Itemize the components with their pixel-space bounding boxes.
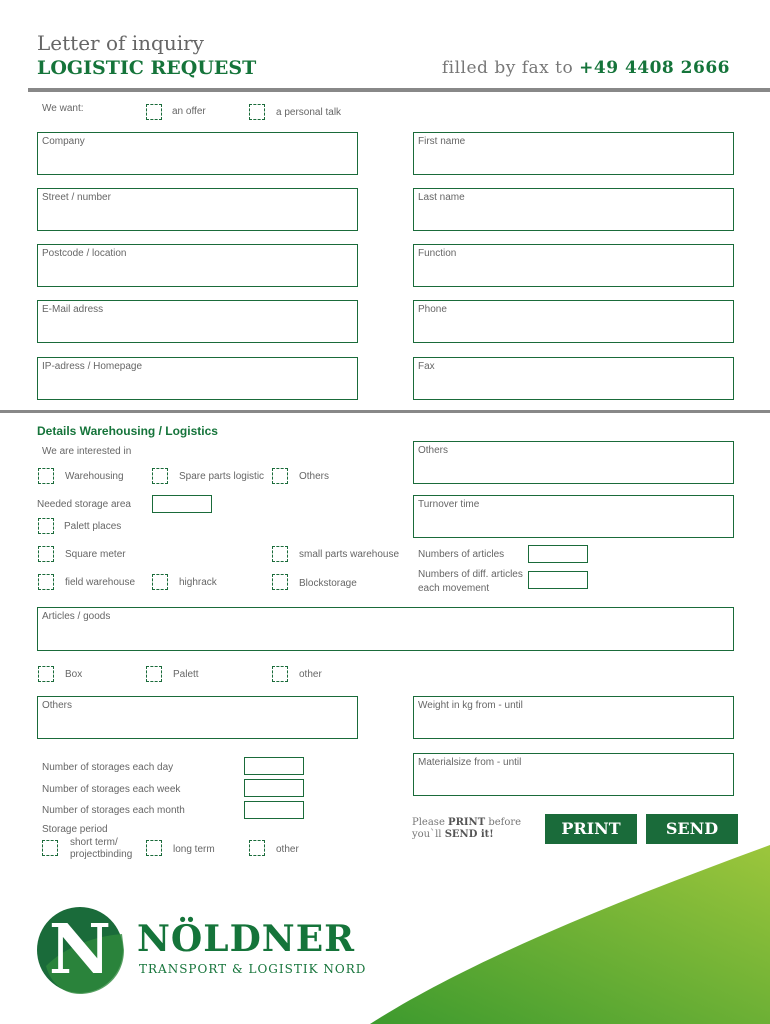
fax-instruction xyxy=(442,58,730,78)
materialsize-label: Materialsize from - until xyxy=(418,757,522,768)
storage-area-label: Needed storage area xyxy=(37,499,131,510)
warehousing-label: Warehousing xyxy=(65,471,124,482)
articles-goods-field[interactable] xyxy=(37,607,734,651)
checkbox-spare-parts[interactable] xyxy=(152,468,168,484)
first-name-field[interactable] xyxy=(413,132,734,175)
short-term-label-2: projectbinding xyxy=(70,849,133,860)
storages-day-input[interactable] xyxy=(244,757,304,775)
fax-prefix: filled by fax to xyxy=(441,58,574,78)
street-field[interactable] xyxy=(37,188,358,231)
highrack-label: highrack xyxy=(179,577,217,588)
others-field-2-label: Others xyxy=(42,700,73,711)
weight-field[interactable] xyxy=(413,696,734,739)
header-rule xyxy=(28,88,770,92)
first-name-label: First name xyxy=(418,136,466,147)
print-send-hint xyxy=(412,817,521,841)
checkbox-personal-talk[interactable] xyxy=(249,104,265,120)
num-diff-articles-label-2: each movement xyxy=(418,583,490,594)
articles-goods-label: Articles / goods xyxy=(42,611,111,622)
fax-number: +49 4408 2666 xyxy=(579,58,730,78)
box-label: Box xyxy=(65,669,83,680)
storages-month-label: Number of storages each month xyxy=(42,805,185,816)
ip-label: IP-adress / Homepage xyxy=(42,361,143,372)
function-field[interactable] xyxy=(413,244,734,287)
num-diff-articles-input[interactable] xyxy=(528,571,588,589)
checkbox-square-meter[interactable] xyxy=(38,546,54,562)
logo-name: NÖLDNER xyxy=(137,918,356,960)
offer-label: an offer xyxy=(172,106,206,117)
we-want-label: We want: xyxy=(42,103,84,114)
postcode-field[interactable] xyxy=(37,244,358,287)
postcode-label: Postcode / location xyxy=(42,248,127,259)
other-goods-label: other xyxy=(299,669,322,680)
street-label: Street / number xyxy=(42,192,111,203)
fax-field[interactable] xyxy=(413,357,734,400)
storages-day-label: Number of storages each day xyxy=(42,762,174,773)
checkbox-palett[interactable] xyxy=(146,666,162,682)
fax-label: Fax xyxy=(418,361,435,372)
last-name-label: Last name xyxy=(418,192,465,203)
palett-places-label: Palett places xyxy=(64,521,122,532)
field-warehouse-label: field warehouse xyxy=(65,577,136,588)
others-field[interactable] xyxy=(413,441,734,484)
hint-1-pre: Please xyxy=(412,817,445,828)
checkbox-warehousing[interactable] xyxy=(38,468,54,484)
checkbox-highrack[interactable] xyxy=(152,574,168,590)
materialsize-field[interactable] xyxy=(413,753,734,796)
hint-1-bold: PRINT xyxy=(448,817,486,828)
others-check-label: Others xyxy=(299,471,330,482)
checkbox-other-goods[interactable] xyxy=(272,666,288,682)
num-diff-articles-label-1: Numbers of diff. articles xyxy=(418,569,523,580)
page-subtitle: LOGISTIC REQUEST xyxy=(37,57,257,79)
page-title: Letter of inquiry xyxy=(37,31,204,55)
checkbox-long-term[interactable] xyxy=(146,840,162,856)
function-label: Function xyxy=(418,248,457,259)
hint-2-bold: SEND it! xyxy=(444,829,494,840)
company-field[interactable] xyxy=(37,132,358,175)
send-button[interactable]: SEND xyxy=(646,814,738,844)
interested-label: We are interested in xyxy=(42,446,132,457)
section-rule xyxy=(0,410,770,413)
small-parts-label: small parts warehouse xyxy=(299,549,400,560)
storage-area-input[interactable] xyxy=(152,495,212,513)
checkbox-short-term[interactable] xyxy=(42,840,58,856)
personal-talk-label: a personal talk xyxy=(276,107,342,118)
details-heading: Details Warehousing / Logistics xyxy=(37,424,218,438)
storages-week-input[interactable] xyxy=(244,779,304,797)
other-period-label: other xyxy=(276,844,299,855)
checkbox-palett-places[interactable] xyxy=(38,518,54,534)
weight-label: Weight in kg from - until xyxy=(418,700,523,711)
storages-week-label: Number of storages each week xyxy=(42,784,181,795)
num-articles-label: Numbers of articles xyxy=(418,549,505,560)
short-term-label-1: short term/ xyxy=(70,837,118,848)
last-name-field[interactable] xyxy=(413,188,734,231)
hint-1-post: before xyxy=(488,817,522,828)
email-field[interactable] xyxy=(37,300,358,343)
storage-period-label: Storage period xyxy=(42,824,108,835)
logo-letter: N xyxy=(48,910,112,990)
checkbox-blockstorage[interactable] xyxy=(272,574,288,590)
checkbox-field-warehouse[interactable] xyxy=(38,574,54,590)
checkbox-other-period[interactable] xyxy=(249,840,265,856)
others-field-2[interactable] xyxy=(37,696,358,739)
turnover-label: Turnover time xyxy=(418,499,480,510)
checkbox-box[interactable] xyxy=(38,666,54,682)
spare-parts-label: Spare parts logistic xyxy=(179,471,265,482)
long-term-label: long term xyxy=(173,844,215,855)
phone-label: Phone xyxy=(418,304,447,315)
square-meter-label: Square meter xyxy=(65,549,126,560)
blockstorage-label: Blockstorage xyxy=(299,578,357,589)
checkbox-offer[interactable] xyxy=(146,104,162,120)
checkbox-small-parts[interactable] xyxy=(272,546,288,562)
palett-label: Palett xyxy=(173,669,199,680)
num-articles-input[interactable] xyxy=(528,545,588,563)
turnover-field[interactable] xyxy=(413,495,734,538)
ip-field[interactable] xyxy=(37,357,358,400)
checkbox-others[interactable] xyxy=(272,468,288,484)
company-label: Company xyxy=(42,136,85,147)
phone-field[interactable] xyxy=(413,300,734,343)
email-label: E-Mail adress xyxy=(42,304,104,315)
storages-month-input[interactable] xyxy=(244,801,304,819)
others-field-label: Others xyxy=(418,445,449,456)
logo-tagline: TRANSPORT & LOGISTIK NORD xyxy=(139,962,367,976)
print-button[interactable]: PRINT xyxy=(545,814,637,844)
hint-2-pre: you`ll xyxy=(412,829,442,840)
